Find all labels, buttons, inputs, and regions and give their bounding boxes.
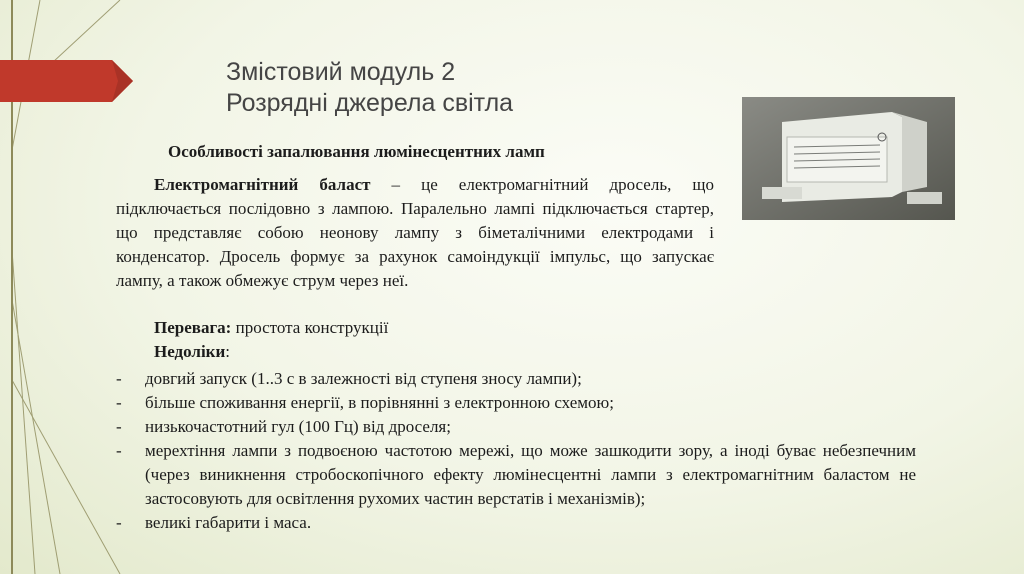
bullet-dash: - (116, 393, 122, 412)
ballast-photo (742, 97, 955, 220)
advantage-text: простота конструкції (231, 318, 389, 337)
disadvantages-list (116, 367, 916, 535)
bullet-dash: - (116, 417, 122, 436)
list-item: - великі габарити і маса. (116, 511, 916, 535)
disadvantages-colon: : (225, 342, 231, 361)
term-bold: Електромагнітний баласт (154, 175, 371, 194)
disadvantages-line (154, 342, 230, 362)
list-item: - низькочастотний гул (100 Гц) від дроселя; (116, 415, 916, 439)
bullet-dash: - (116, 369, 122, 388)
title-line-2: Розрядні джерела світла (226, 89, 514, 117)
description-paragraph (116, 173, 714, 293)
title-line-1: Змістовий модуль 2 (226, 58, 456, 86)
disadvantages-label: Недоліки (154, 342, 226, 361)
list-item: - більше споживання енергії, в порівнянні з електронною схемою; (116, 391, 916, 415)
red-arrow-banner (0, 60, 135, 102)
bullet-dash: - (116, 513, 122, 532)
slide-title (226, 57, 513, 119)
advantage-line (154, 318, 388, 338)
section-subtitle: Особливості запалювання люмінесцентних ламп (168, 142, 545, 161)
advantage-label: Перевага: (154, 318, 232, 337)
list-item: - мерехтіння лампи з подвоєною частотою мережі, що може зашкодити зору, а іноді буває небезпечним (через виникнення стробоскопічного ефекту люмінесцентні лампи з електромагнітним баластом не застосовують для освітлення рухомих частин верстатів і механізмів); (116, 441, 916, 508)
description-text: – це електромагнітний дросель, що підключається послідовно з лампою. Паралельно лампі підключається стартер, що представляє собою неонову лампу з біметалічними електродами і конденсатор. Дросель формує за рахунок самоіндукції імпульс, що запускає лампу, а також обмежує струм через неї. (116, 175, 714, 290)
list-item: - довгий запуск (1..3 с в залежності від ступеня зносу лампи); (116, 367, 916, 391)
bullet-dash: - (116, 441, 122, 460)
